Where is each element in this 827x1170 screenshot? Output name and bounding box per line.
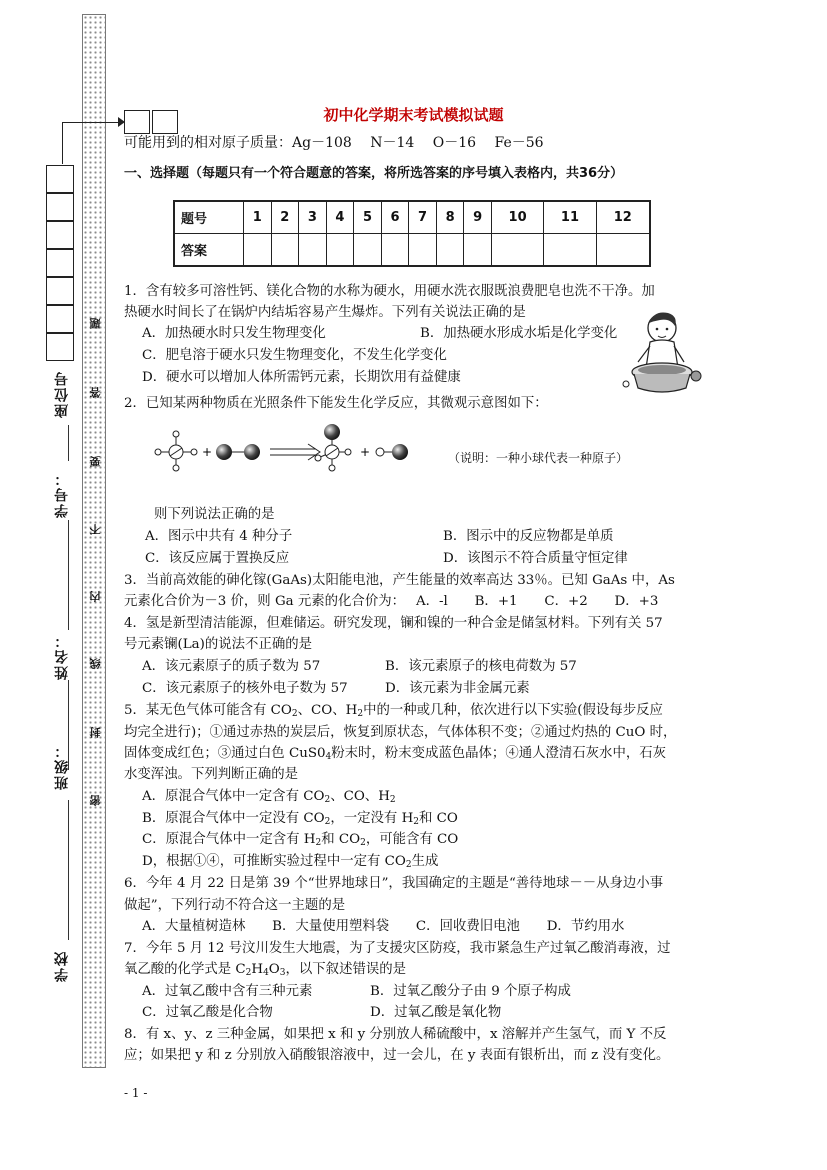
student-id-label: 学号： bbox=[54, 470, 70, 518]
q7-line1: 7．今年 5 月 12 号汶川发生大地震，为了支援灾区防疫，我市紧急生产过氧乙酸消毒液，过 bbox=[124, 941, 671, 956]
table-row bbox=[174, 234, 650, 267]
q1-option-d: D．硬水可以增加人体所需钙元素，长期饮用有益健康 bbox=[142, 370, 461, 385]
seat-box-last bbox=[46, 333, 74, 361]
q8-line1: 8．有 x、y、z 三种金属，如果把 x 和 y 分别放人稀硫酸中，x 溶解并产生氢气，而 Y 不反 bbox=[124, 1027, 667, 1042]
table-cell: 5 bbox=[354, 201, 382, 234]
reaction-diagram bbox=[148, 418, 428, 480]
q3-line2: 元素化合价为－3 价，则 Ga 元素的化合价为： A．-l B．+1 C．+2 D．+3 bbox=[124, 594, 659, 609]
answer-table bbox=[173, 200, 651, 267]
answer-cell[interactable] bbox=[326, 234, 354, 267]
seat-number-boxes bbox=[46, 165, 76, 333]
q2-option-a: A．图示中共有 4 种分子 bbox=[145, 529, 293, 544]
seal-char: 要 bbox=[89, 456, 102, 467]
table-cell: 9 bbox=[464, 201, 492, 234]
answer-cell[interactable] bbox=[491, 234, 543, 267]
school-label: 学校 bbox=[54, 950, 70, 982]
table-cell: 8 bbox=[436, 201, 464, 234]
seal-char: 题 bbox=[89, 318, 102, 329]
name-label: 姓名： bbox=[54, 632, 70, 680]
q5-option-a: A．原混合气体中一定含有 $CO_2$、CO、$H_2$ bbox=[142, 789, 396, 805]
q5-option-c: C．原混合气体中一定含有 $H_2$和 $CO_2$，可能含有 CO bbox=[142, 832, 459, 848]
q7-option-d: D．过氧乙酸是氧化物 bbox=[370, 1005, 502, 1020]
q6-options: A．大量植树造林 B．大量使用塑料袋 C．回收费旧电池 D．节约用水 bbox=[142, 919, 625, 934]
q5-line4: 水变浑浊。下列判断正确的是 bbox=[124, 767, 299, 782]
answer-cell[interactable] bbox=[436, 234, 464, 267]
q7-option-a: A．过氧乙酸中含有三种元素 bbox=[142, 984, 313, 999]
q6-line2: 做起”，下列行动不符合这一主题的是 bbox=[124, 898, 346, 913]
seal-char: 密 bbox=[89, 795, 102, 806]
seat-box bbox=[46, 193, 74, 221]
q8-line2: 应；如果把 y 和 z 分别放入硝酸银溶液中，过一会儿，在 y 表面有银析出，而 z 没有变化。 bbox=[124, 1048, 670, 1063]
plus-sign: + bbox=[202, 445, 213, 459]
page-title: 初中化学期末考试模拟试题 bbox=[323, 106, 504, 124]
table-cell: 2 bbox=[271, 201, 299, 234]
seat-box bbox=[46, 165, 74, 193]
table-cell: 7 bbox=[409, 201, 437, 234]
binding-strip bbox=[82, 14, 106, 1068]
seal-char: 答 bbox=[89, 387, 102, 398]
seat-box bbox=[46, 221, 74, 249]
molecule-reactant-1 bbox=[155, 431, 197, 471]
table-cell: 答案 bbox=[174, 234, 244, 267]
q3-line1: 3．当前高效能的砷化镓(GaAs)太阳能电池，产生能量的效率高达 33％。已知 GaAs 中，As bbox=[124, 573, 675, 588]
q4-line1: 4．氢是新型清洁能源，但难储运。研究发现，镧和镍的一种合金是储氢材料。下列有关 57 bbox=[124, 616, 663, 631]
class-label: 班级： bbox=[54, 742, 70, 790]
q5-option-d: D，根据①④，可推断实验过程中一定有 $CO_2$生成 bbox=[142, 854, 439, 870]
q4-option-c: C．该元素原子的核外电子数为 57 bbox=[142, 681, 348, 696]
table-cell: 10 bbox=[491, 201, 543, 234]
q5-option-b: B．原混合气体中一定没有 $CO_2$，一定没有 $H_2$和 CO bbox=[142, 811, 458, 827]
q2-option-b: B．图示中的反应物都是单质 bbox=[443, 529, 614, 544]
table-cell: 6 bbox=[381, 201, 409, 234]
table-cell: 1 bbox=[244, 201, 272, 234]
table-cell: 11 bbox=[544, 201, 596, 234]
q4-option-a: A．该元素原子的质子数为 57 bbox=[142, 659, 321, 674]
page-number: - 1 - bbox=[124, 1086, 148, 1100]
q2-stem: 则下列说法正确的是 bbox=[154, 507, 275, 522]
q5-line2: 均完全进行)；①通过赤热的炭层后，恢复到原状态，气体体积不变；②通过灼热的 CuO 时， bbox=[124, 725, 677, 740]
answer-cell[interactable] bbox=[596, 234, 650, 267]
q1-line2: 热硬水时间长了在锅炉内结垢容易产生爆炸。下列有关说法正确的是 bbox=[124, 305, 526, 320]
q2-line1: 2．已知某两种物质在光照条件下能发生化学反应，其微观示意图如下： bbox=[124, 396, 548, 411]
q4-line2: 号元素镧(La)的说法不正确的是 bbox=[124, 637, 313, 652]
q6-line1: 6．今年 4 月 22 日是第 39 个“世界地球日”，我国确定的主题是“善待地球－－从身边小事 bbox=[124, 876, 664, 891]
table-row bbox=[174, 201, 650, 234]
seat-box bbox=[46, 305, 74, 333]
table-cell: 12 bbox=[596, 201, 650, 234]
plus-sign: + bbox=[360, 445, 371, 459]
seat-box bbox=[46, 277, 74, 305]
table-cell: 题号 bbox=[174, 201, 244, 234]
q4-option-b: B．该元素原子的核电荷数为 57 bbox=[385, 659, 577, 674]
q7-option-b: B．过氧乙酸分子由 9 个原子构成 bbox=[370, 984, 571, 999]
seal-char: 内 bbox=[89, 591, 102, 602]
seat-label: 座位号 bbox=[54, 370, 70, 418]
answer-cell[interactable] bbox=[299, 234, 327, 267]
answer-cell[interactable] bbox=[354, 234, 382, 267]
seal-char: 不 bbox=[89, 524, 102, 535]
molecule-reactant-2 bbox=[216, 444, 260, 460]
table-cell: 4 bbox=[326, 201, 354, 234]
fill-line bbox=[68, 425, 69, 461]
connector-line bbox=[62, 122, 63, 164]
reaction-arrow bbox=[270, 444, 320, 460]
answer-cell[interactable] bbox=[464, 234, 492, 267]
q7-option-c: C．过氧乙酸是化合物 bbox=[142, 1005, 273, 1020]
fill-line bbox=[68, 800, 69, 940]
q1-option-c: C．肥皂溶于硬水只发生物理变化，不发生化学变化 bbox=[142, 348, 447, 363]
section-heading: 一、选择题（每题只有一个符合题意的答案，将所选答案的序号填入表格内，共36分） bbox=[124, 166, 624, 181]
q5-line1: 5．某无色气体可能含有 $CO_2$、CO、$H_2$中的一种或几种，依次进行以下实验(假设每步反应 bbox=[124, 703, 663, 719]
q2-option-c: C．该反应属于置换反应 bbox=[145, 551, 290, 566]
q2-note: （说明：一种小球代表一种原子） bbox=[448, 451, 629, 465]
molecule-product-2 bbox=[376, 444, 408, 460]
answer-cell[interactable] bbox=[409, 234, 437, 267]
q7-line2: 氧乙酸的化学式是 $C_2H_4O_3$，以下叙述错误的是 bbox=[124, 962, 407, 978]
answer-cell[interactable] bbox=[381, 234, 409, 267]
molecule-product-1 bbox=[315, 424, 351, 471]
seal-char: 线 bbox=[89, 658, 102, 669]
table-cell: 3 bbox=[299, 201, 327, 234]
q4-option-d: D．该元素为非金属元素 bbox=[385, 681, 530, 696]
q2-option-d: D．该图示不符合质量守恒定律 bbox=[443, 551, 628, 566]
seat-box bbox=[46, 249, 74, 277]
q1-option-a: A．加热硬水时只发生物理变化 bbox=[142, 326, 326, 341]
q1-line1: 1．含有较多可溶性钙、镁化合物的水称为硬水，用硬水洗衣服既浪费肥皂也洗不干净。加 bbox=[124, 284, 655, 299]
child-washing-illustration bbox=[612, 306, 704, 398]
q1-option-b: B．加热硬水形成水垢是化学变化 bbox=[420, 326, 618, 341]
answer-cell[interactable] bbox=[244, 234, 272, 267]
fill-line bbox=[68, 520, 69, 630]
seal-char: 封 bbox=[89, 727, 102, 738]
atomic-mass-line: 可能用到的相对原子质量：Ag－108 N－14 O－16 Fe－56 bbox=[124, 135, 544, 151]
answer-cell[interactable] bbox=[544, 234, 596, 267]
q5-line3: 固体变成红色；③通过白色 $CuS0_4$粉末时，粉末变成蓝色晶体；④通人澄清石灰水中，石灰 bbox=[124, 746, 667, 762]
answer-cell[interactable] bbox=[271, 234, 299, 267]
